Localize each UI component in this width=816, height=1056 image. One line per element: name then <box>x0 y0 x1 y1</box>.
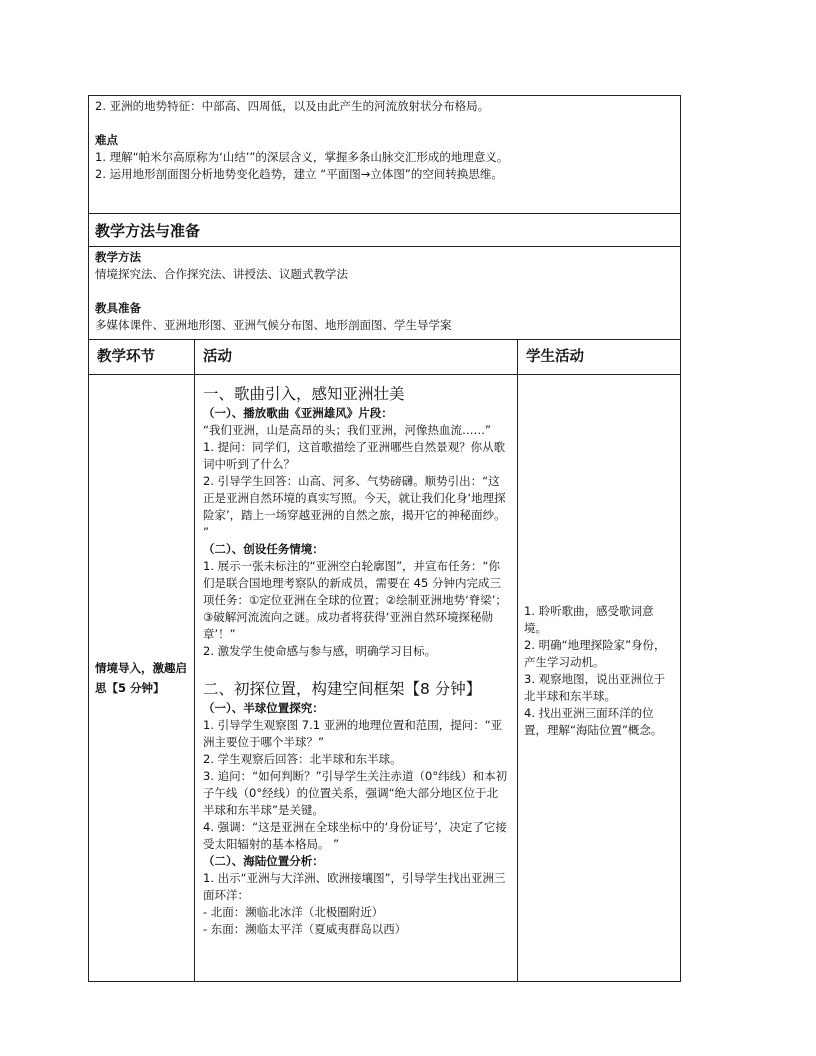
part1-sub2: （二）、创设任务情境： <box>203 542 324 556</box>
header-student: 学生活动 <box>526 349 584 365</box>
difficulty-item-1: 1. 理解“帕米尔高原称为‘山结’”的深层含义，掌握多条山脉交汇形成的地理意义。 <box>95 150 509 164</box>
student-activity-2: 2. 明确“地理探险家”身份，产生学习动机。 <box>524 638 666 669</box>
part1-t2: 2. 激发学生使命感与参与感，明确学习目标。 <box>203 644 437 658</box>
methods-content-row <box>89 247 681 340</box>
student-activity-3: 3. 观察地图，说出亚洲位于北半球和东半球。 <box>524 672 666 703</box>
key-difficulty-row <box>89 96 681 214</box>
tools-list: 多媒体课件、亚洲地形图、亚洲气候分布图、地形剖面图、学生导学案 <box>95 318 452 332</box>
part1-title: 一、歌曲引入，感知亚洲壮美 <box>203 385 405 403</box>
lesson-plan-table <box>88 95 681 982</box>
part2-sub2: （二）、海陆位置分析： <box>203 854 324 868</box>
method-list: 情境探究法、合作探究法、讲授法、议题式教学法 <box>95 267 348 281</box>
method-title: 教学方法 <box>95 250 141 264</box>
part2-h1: 1. 出示“亚洲与大洋洲、欧洲接壤图”，引导学生找出亚洲三面环洋： <box>203 871 506 902</box>
methods-section-title: 教学方法与准备 <box>95 222 201 240</box>
part2-h2: - 北面：濒临北冰洋（北极圈附近） <box>203 905 384 919</box>
part1-q2: 2. 引导学生回答：山高、河多、气势磅礴。顺势引出：“这正是亚洲自然环境的真实写照。今天，就让我们化身‘地理探险家’，踏上一场穿越亚洲的自然之旅，揭开它的神秘面纱。 ” <box>203 474 510 539</box>
part2-s2: 2. 学生观察后回答：北半球和东半球。 <box>203 752 402 766</box>
part1-t1: 1. 展示一张未标注的“亚洲空白轮廓图”，并宣布任务：“你们是联合国地理考察队的新成员，需要在 45 分钟内完成三项任务：①定位亚洲在全球的位置；②绘制亚洲地势‘脊梁’；③破解河流流向之谜。成功者将获得‘亚洲自然环境探秘勋章’！” <box>203 559 507 641</box>
part2-title: 二、初探位置，构建空间框架【8 分钟】 <box>203 680 482 698</box>
methods-title-row <box>89 214 681 247</box>
part2-sub1: （一）、半球位置探究： <box>203 701 324 715</box>
key-point-2: 2. 亚洲的地势特征：中部高、四周低，以及由此产生的河流放射状分布格局。 <box>95 99 490 113</box>
part2-h3: - 东面：濒临太平洋（夏威夷群岛以西） <box>203 922 407 936</box>
student-activity-4: 4. 找出亚洲三面环洋的位置，理解“海陆位置”概念。 <box>524 706 663 737</box>
part1-sub1: （一）、播放歌曲《亚洲雄风》片段： <box>203 406 393 420</box>
table-header-row <box>89 340 681 375</box>
part2-s1: 1. 引导学生观察图 7.1 亚洲的地理位置和范围，提问：“亚洲主要位于哪个半球？” <box>203 718 503 749</box>
difficulty-item-2: 2. 运用地形剖面图分析地势变化趋势，建立 “平面图→立体图”的空间转换思维。 <box>95 167 503 181</box>
header-activity: 活动 <box>203 349 232 365</box>
part1-lyrics: “我们亚洲，山是高昂的头；我们亚洲，河像热血流……” <box>203 423 491 437</box>
tools-title: 教具准备 <box>95 301 141 315</box>
part2-s4: 4. 强调：“这是亚洲在全球坐标中的‘身份证号’，决定了它接受太阳辐射的基本格局。 ” <box>203 820 507 851</box>
part2-s3: 3. 追问：“如何判断？”引导学生关注赤道（0°纬线）和本初子午线（0°经线）的位置关系，强调“绝大部分地区位于北半球和东半球”是关键。 <box>203 769 508 817</box>
header-stage: 教学环节 <box>97 349 155 365</box>
main-content-row <box>89 375 681 982</box>
stage-label: 情境导入，激趣启思【5 分钟】 <box>95 661 187 695</box>
lesson-plan-page <box>88 95 680 982</box>
student-activity-1: 1. 聆听歌曲，感受歌词意境。 <box>524 604 654 635</box>
difficulty-title: 难点 <box>95 133 118 147</box>
part1-q1: 1. 提问：同学们，这首歌描绘了亚洲哪些自然景观？你从歌词中听到了什么？ <box>203 440 506 471</box>
